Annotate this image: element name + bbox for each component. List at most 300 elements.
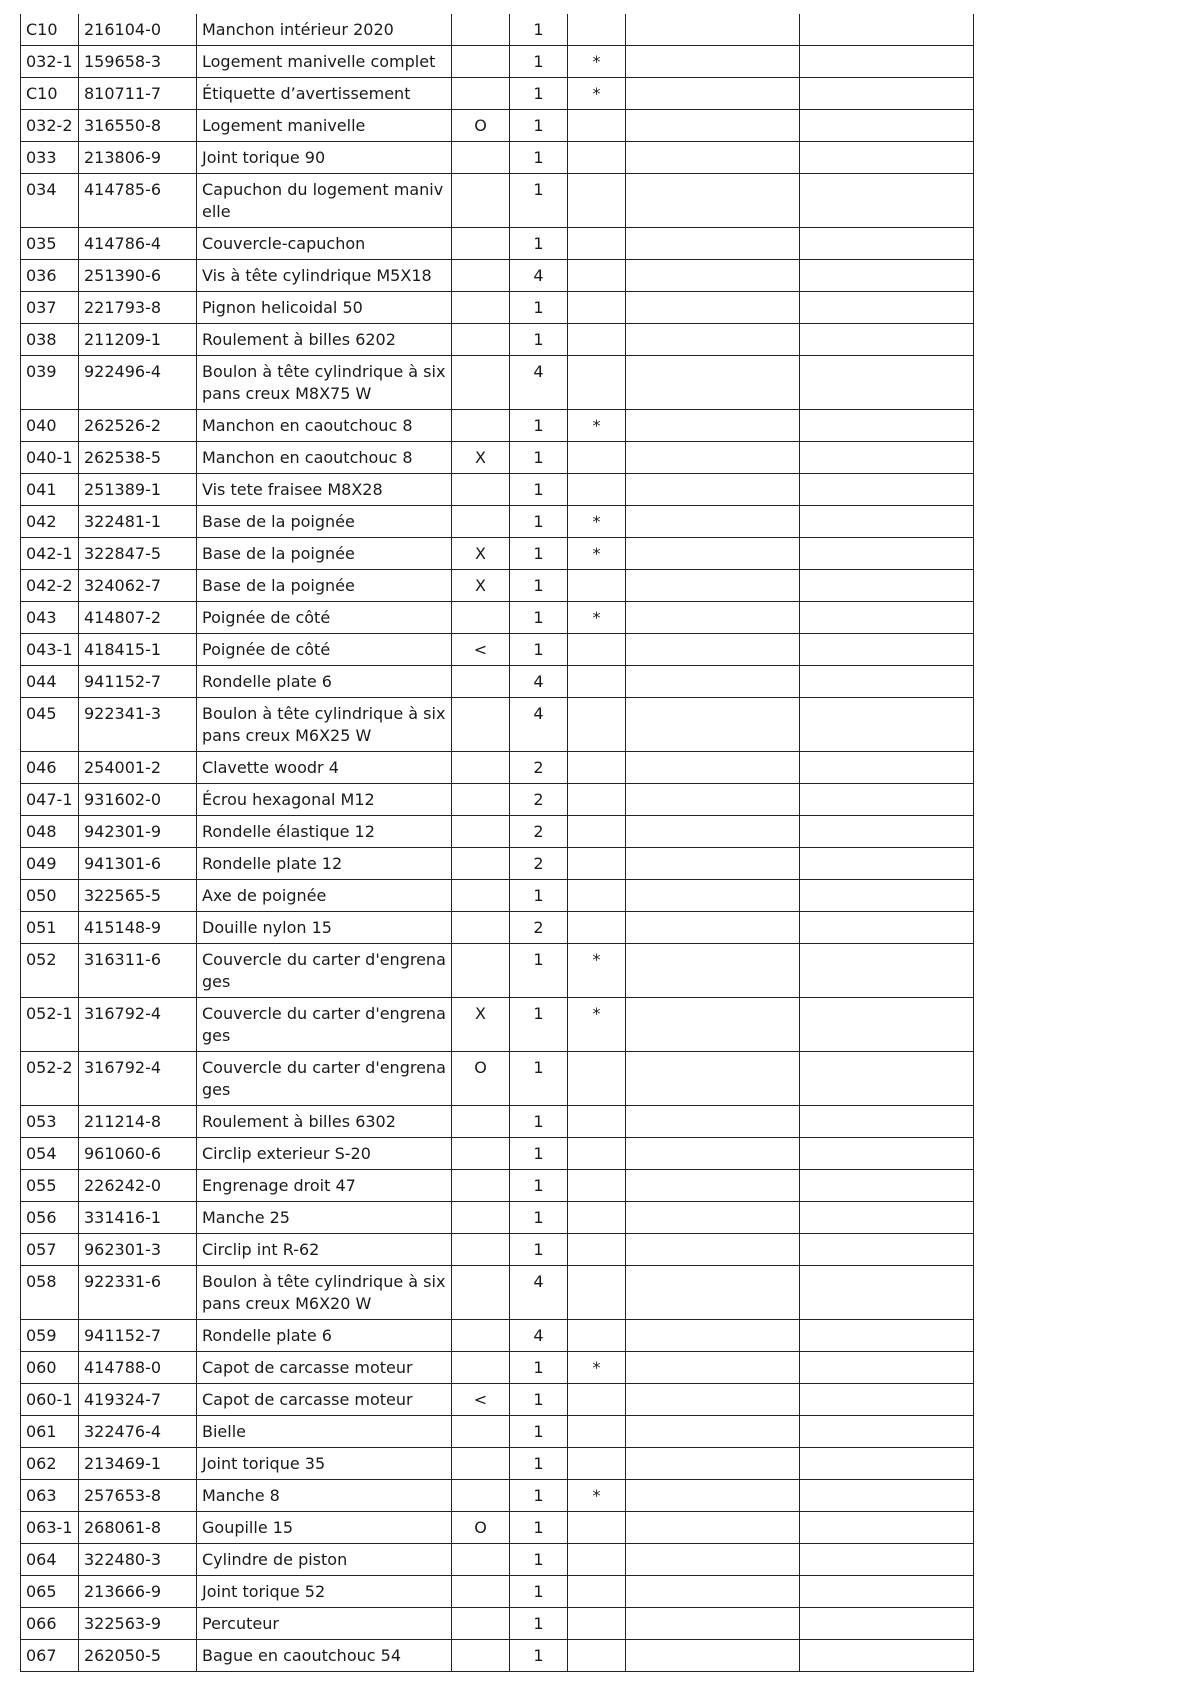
variant-cell (452, 1448, 510, 1480)
table-row (21, 1448, 974, 1480)
notes-cell-1 (626, 570, 800, 602)
notes-cell-1 (626, 816, 800, 848)
variant-cell (452, 602, 510, 634)
part-number-cell: 931602-0 (79, 784, 197, 816)
mark-cell (568, 1384, 626, 1416)
mark-cell (568, 1544, 626, 1576)
part-number-cell: 941301-6 (79, 848, 197, 880)
notes-cell-2 (800, 1448, 974, 1480)
variant-cell (452, 912, 510, 944)
item-number-cell: 050 (21, 880, 79, 912)
item-number-cell: 052-1 (21, 998, 79, 1052)
item-number-cell: 062 (21, 1448, 79, 1480)
description-cell: Manche 8 (197, 1480, 452, 1512)
quantity-cell: 1 (510, 1576, 568, 1608)
mark-cell (568, 1170, 626, 1202)
mark-cell (568, 228, 626, 260)
quantity-cell: 1 (510, 506, 568, 538)
description-cell: Circlip int R-62 (197, 1234, 452, 1266)
table-row (21, 442, 974, 474)
part-number-cell: 262526-2 (79, 410, 197, 442)
mark-cell (568, 698, 626, 752)
mark-cell (568, 14, 626, 46)
item-number-cell: 056 (21, 1202, 79, 1234)
part-number-cell: 226242-0 (79, 1170, 197, 1202)
description-cell: Vis tete fraisee M8X28 (197, 474, 452, 506)
quantity-cell: 1 (510, 442, 568, 474)
description-cell: Rondelle plate 6 (197, 666, 452, 698)
notes-cell-2 (800, 356, 974, 410)
variant-cell (452, 260, 510, 292)
part-number-cell: 316792-4 (79, 998, 197, 1052)
variant-cell (452, 14, 510, 46)
part-number-cell: 322563-9 (79, 1608, 197, 1640)
mark-cell (568, 442, 626, 474)
variant-cell (452, 1138, 510, 1170)
item-number-cell: 041 (21, 474, 79, 506)
description-cell: Capot de carcasse moteur (197, 1384, 452, 1416)
quantity-cell: 1 (510, 602, 568, 634)
notes-cell-1 (626, 1266, 800, 1320)
quantity-cell: 4 (510, 356, 568, 410)
notes-cell-2 (800, 442, 974, 474)
table-row (21, 1138, 974, 1170)
part-number-cell: 322565-5 (79, 880, 197, 912)
mark-cell: * (568, 46, 626, 78)
notes-cell-2 (800, 602, 974, 634)
item-number-cell: 033 (21, 142, 79, 174)
notes-cell-2 (800, 784, 974, 816)
notes-cell-1 (626, 1052, 800, 1106)
quantity-cell: 4 (510, 260, 568, 292)
notes-cell-1 (626, 848, 800, 880)
description-cell: Capuchon du logement manivelle (197, 174, 452, 228)
mark-cell: * (568, 998, 626, 1052)
variant-cell (452, 1480, 510, 1512)
mark-cell: * (568, 506, 626, 538)
notes-cell-2 (800, 46, 974, 78)
notes-cell-2 (800, 78, 974, 110)
quantity-cell: 1 (510, 410, 568, 442)
item-number-cell: 049 (21, 848, 79, 880)
description-cell: Manchon en caoutchouc 8 (197, 442, 452, 474)
part-number-cell: 213806-9 (79, 142, 197, 174)
table-row (21, 816, 974, 848)
description-cell: Pignon helicoidal 50 (197, 292, 452, 324)
description-cell: Roulement à billes 6202 (197, 324, 452, 356)
variant-cell: < (452, 634, 510, 666)
quantity-cell: 1 (510, 292, 568, 324)
notes-cell-2 (800, 1052, 974, 1106)
variant-cell (452, 1202, 510, 1234)
part-number-cell: 216104-0 (79, 14, 197, 46)
item-number-cell: 064 (21, 1544, 79, 1576)
part-number-cell: 941152-7 (79, 1320, 197, 1352)
table-row (21, 174, 974, 228)
variant-cell (452, 1106, 510, 1138)
table-row (21, 944, 974, 998)
table-row (21, 1202, 974, 1234)
variant-cell (452, 1320, 510, 1352)
notes-cell-1 (626, 110, 800, 142)
notes-cell-2 (800, 816, 974, 848)
table-row (21, 1234, 974, 1266)
notes-cell-2 (800, 1640, 974, 1672)
item-number-cell: 051 (21, 912, 79, 944)
mark-cell (568, 110, 626, 142)
description-cell: Engrenage droit 47 (197, 1170, 452, 1202)
mark-cell: * (568, 1352, 626, 1384)
item-number-cell: 042 (21, 506, 79, 538)
mark-cell (568, 912, 626, 944)
part-number-cell: 419324-7 (79, 1384, 197, 1416)
quantity-cell: 1 (510, 78, 568, 110)
item-number-cell: 043-1 (21, 634, 79, 666)
variant-cell (452, 752, 510, 784)
notes-cell-2 (800, 1266, 974, 1320)
table-row (21, 1640, 974, 1672)
description-cell: Manche 25 (197, 1202, 452, 1234)
item-number-cell: 045 (21, 698, 79, 752)
notes-cell-1 (626, 666, 800, 698)
description-cell: Boulon à tête cylindrique à six pans creux M6X25 W (197, 698, 452, 752)
notes-cell-1 (626, 1608, 800, 1640)
notes-cell-2 (800, 1544, 974, 1576)
mark-cell (568, 474, 626, 506)
variant-cell (452, 506, 510, 538)
quantity-cell: 1 (510, 1202, 568, 1234)
table-row (21, 260, 974, 292)
variant-cell: < (452, 1384, 510, 1416)
item-number-cell: 046 (21, 752, 79, 784)
variant-cell (452, 46, 510, 78)
variant-cell (452, 816, 510, 848)
table-row (21, 1384, 974, 1416)
quantity-cell: 1 (510, 880, 568, 912)
table-row (21, 410, 974, 442)
notes-cell-2 (800, 538, 974, 570)
description-cell: Rondelle élastique 12 (197, 816, 452, 848)
part-number-cell: 322476-4 (79, 1416, 197, 1448)
table-row (21, 292, 974, 324)
mark-cell (568, 1576, 626, 1608)
part-number-cell: 211209-1 (79, 324, 197, 356)
part-number-cell: 322481-1 (79, 506, 197, 538)
table-row (21, 1480, 974, 1512)
part-number-cell: 316311-6 (79, 944, 197, 998)
item-number-cell: 067 (21, 1640, 79, 1672)
notes-cell-1 (626, 506, 800, 538)
notes-cell-2 (800, 292, 974, 324)
mark-cell (568, 1608, 626, 1640)
description-cell: Rondelle plate 6 (197, 1320, 452, 1352)
notes-cell-1 (626, 752, 800, 784)
mark-cell (568, 1138, 626, 1170)
parts-table (20, 14, 974, 1672)
table-row (21, 1106, 974, 1138)
notes-cell-2 (800, 666, 974, 698)
notes-cell-2 (800, 1384, 974, 1416)
notes-cell-1 (626, 998, 800, 1052)
notes-cell-1 (626, 1384, 800, 1416)
notes-cell-2 (800, 880, 974, 912)
mark-cell: * (568, 1480, 626, 1512)
description-cell: Joint torique 52 (197, 1576, 452, 1608)
mark-cell (568, 1202, 626, 1234)
mark-cell (568, 848, 626, 880)
notes-cell-2 (800, 1480, 974, 1512)
mark-cell (568, 324, 626, 356)
description-cell: Circlip exterieur S-20 (197, 1138, 452, 1170)
mark-cell: * (568, 78, 626, 110)
table-row (21, 1608, 974, 1640)
table-row (21, 1512, 974, 1544)
quantity-cell: 1 (510, 474, 568, 506)
notes-cell-1 (626, 634, 800, 666)
mark-cell (568, 174, 626, 228)
table-row (21, 1544, 974, 1576)
variant-cell: X (452, 442, 510, 474)
item-number-cell: C10 (21, 78, 79, 110)
description-cell: Poignée de côté (197, 634, 452, 666)
notes-cell-2 (800, 474, 974, 506)
description-cell: Axe de poignée (197, 880, 452, 912)
part-number-cell: 268061-8 (79, 1512, 197, 1544)
notes-cell-2 (800, 14, 974, 46)
notes-cell-1 (626, 14, 800, 46)
variant-cell (452, 666, 510, 698)
variant-cell: X (452, 570, 510, 602)
quantity-cell: 1 (510, 1448, 568, 1480)
notes-cell-2 (800, 506, 974, 538)
description-cell: Couvercle-capuchon (197, 228, 452, 260)
mark-cell (568, 1320, 626, 1352)
variant-cell: O (452, 1052, 510, 1106)
mark-cell: * (568, 602, 626, 634)
item-number-cell: 063 (21, 1480, 79, 1512)
part-number-cell: 257653-8 (79, 1480, 197, 1512)
variant-cell (452, 1352, 510, 1384)
part-number-cell: 213469-1 (79, 1448, 197, 1480)
notes-cell-1 (626, 46, 800, 78)
table-row (21, 1352, 974, 1384)
variant-cell (452, 410, 510, 442)
notes-cell-2 (800, 228, 974, 260)
table-row (21, 784, 974, 816)
item-number-cell: 055 (21, 1170, 79, 1202)
variant-cell: X (452, 998, 510, 1052)
notes-cell-1 (626, 1448, 800, 1480)
parts-list-sheet (20, 14, 974, 1672)
variant-cell (452, 356, 510, 410)
item-number-cell: 060-1 (21, 1384, 79, 1416)
table-row (21, 1170, 974, 1202)
table-row (21, 474, 974, 506)
notes-cell-1 (626, 602, 800, 634)
mark-cell (568, 1266, 626, 1320)
description-cell: Manchon en caoutchouc 8 (197, 410, 452, 442)
mark-cell (568, 292, 626, 324)
notes-cell-1 (626, 1106, 800, 1138)
table-row (21, 1320, 974, 1352)
description-cell: Percuteur (197, 1608, 452, 1640)
description-cell: Base de la poignée (197, 538, 452, 570)
part-number-cell: 316792-4 (79, 1052, 197, 1106)
item-number-cell: 044 (21, 666, 79, 698)
part-number-cell: 324062-7 (79, 570, 197, 602)
item-number-cell: 057 (21, 1234, 79, 1266)
notes-cell-1 (626, 442, 800, 474)
variant-cell (452, 880, 510, 912)
table-row (21, 142, 974, 174)
quantity-cell: 2 (510, 848, 568, 880)
part-number-cell: 331416-1 (79, 1202, 197, 1234)
part-number-cell: 418415-1 (79, 634, 197, 666)
item-number-cell: 058 (21, 1266, 79, 1320)
quantity-cell: 4 (510, 1266, 568, 1320)
notes-cell-1 (626, 1170, 800, 1202)
part-number-cell: 961060-6 (79, 1138, 197, 1170)
description-cell: Base de la poignée (197, 506, 452, 538)
item-number-cell: 047-1 (21, 784, 79, 816)
quantity-cell: 4 (510, 698, 568, 752)
notes-cell-1 (626, 880, 800, 912)
description-cell: Couvercle du carter d'engrenages (197, 944, 452, 998)
quantity-cell: 1 (510, 1544, 568, 1576)
table-row (21, 78, 974, 110)
table-row (21, 324, 974, 356)
parts-table-body (21, 14, 974, 1672)
item-number-cell: 053 (21, 1106, 79, 1138)
notes-cell-1 (626, 78, 800, 110)
quantity-cell: 1 (510, 570, 568, 602)
quantity-cell: 1 (510, 1170, 568, 1202)
variant-cell (452, 228, 510, 260)
description-cell: Roulement à billes 6302 (197, 1106, 452, 1138)
mark-cell: * (568, 410, 626, 442)
notes-cell-1 (626, 1576, 800, 1608)
mark-cell (568, 752, 626, 784)
notes-cell-1 (626, 1544, 800, 1576)
part-number-cell: 810711-7 (79, 78, 197, 110)
notes-cell-2 (800, 1234, 974, 1266)
notes-cell-2 (800, 1512, 974, 1544)
quantity-cell: 1 (510, 998, 568, 1052)
notes-cell-2 (800, 324, 974, 356)
notes-cell-1 (626, 538, 800, 570)
variant-cell (452, 784, 510, 816)
quantity-cell: 2 (510, 752, 568, 784)
item-number-cell: 040 (21, 410, 79, 442)
part-number-cell: 254001-2 (79, 752, 197, 784)
variant-cell (452, 474, 510, 506)
quantity-cell: 1 (510, 634, 568, 666)
quantity-cell: 4 (510, 666, 568, 698)
part-number-cell: 414788-0 (79, 1352, 197, 1384)
item-number-cell: 042-2 (21, 570, 79, 602)
part-number-cell: 316550-8 (79, 110, 197, 142)
notes-cell-1 (626, 324, 800, 356)
notes-cell-2 (800, 752, 974, 784)
item-number-cell: 032-2 (21, 110, 79, 142)
quantity-cell: 1 (510, 1352, 568, 1384)
variant-cell (452, 1640, 510, 1672)
description-cell: Goupille 15 (197, 1512, 452, 1544)
part-number-cell: 262538-5 (79, 442, 197, 474)
description-cell: Manchon intérieur 2020 (197, 14, 452, 46)
notes-cell-1 (626, 698, 800, 752)
description-cell: Rondelle plate 12 (197, 848, 452, 880)
table-row (21, 1416, 974, 1448)
mark-cell (568, 1512, 626, 1544)
description-cell: Joint torique 35 (197, 1448, 452, 1480)
table-row (21, 14, 974, 46)
mark-cell (568, 784, 626, 816)
description-cell: Logement manivelle complet (197, 46, 452, 78)
mark-cell (568, 1234, 626, 1266)
variant-cell: O (452, 1512, 510, 1544)
variant-cell (452, 142, 510, 174)
notes-cell-2 (800, 174, 974, 228)
notes-cell-2 (800, 848, 974, 880)
description-cell: Bielle (197, 1416, 452, 1448)
variant-cell (452, 1170, 510, 1202)
part-number-cell: 414785-6 (79, 174, 197, 228)
item-number-cell: 061 (21, 1416, 79, 1448)
quantity-cell: 1 (510, 1384, 568, 1416)
table-row (21, 506, 974, 538)
description-cell: Vis à tête cylindrique M5X18 (197, 260, 452, 292)
item-number-cell: 040-1 (21, 442, 79, 474)
description-cell: Boulon à tête cylindrique à six pans creux M6X20 W (197, 1266, 452, 1320)
table-row (21, 1052, 974, 1106)
mark-cell (568, 1416, 626, 1448)
mark-cell (568, 1640, 626, 1672)
description-cell: Couvercle du carter d'engrenages (197, 998, 452, 1052)
variant-cell (452, 324, 510, 356)
quantity-cell: 1 (510, 142, 568, 174)
variant-cell: O (452, 110, 510, 142)
part-number-cell: 251390-6 (79, 260, 197, 292)
item-number-cell: 065 (21, 1576, 79, 1608)
notes-cell-1 (626, 356, 800, 410)
variant-cell (452, 848, 510, 880)
table-row (21, 1266, 974, 1320)
table-row (21, 880, 974, 912)
description-cell: Base de la poignée (197, 570, 452, 602)
item-number-cell: 043 (21, 602, 79, 634)
table-row (21, 46, 974, 78)
part-number-cell: 221793-8 (79, 292, 197, 324)
quantity-cell: 2 (510, 912, 568, 944)
quantity-cell: 1 (510, 1052, 568, 1106)
notes-cell-1 (626, 1512, 800, 1544)
notes-cell-1 (626, 944, 800, 998)
part-number-cell: 414807-2 (79, 602, 197, 634)
quantity-cell: 1 (510, 174, 568, 228)
description-cell: Douille nylon 15 (197, 912, 452, 944)
description-cell: Logement manivelle (197, 110, 452, 142)
description-cell: Couvercle du carter d'engrenages (197, 1052, 452, 1106)
notes-cell-1 (626, 1640, 800, 1672)
notes-cell-2 (800, 998, 974, 1052)
notes-cell-2 (800, 1416, 974, 1448)
quantity-cell: 1 (510, 1480, 568, 1512)
mark-cell (568, 356, 626, 410)
item-number-cell: 054 (21, 1138, 79, 1170)
notes-cell-1 (626, 174, 800, 228)
notes-cell-2 (800, 1352, 974, 1384)
